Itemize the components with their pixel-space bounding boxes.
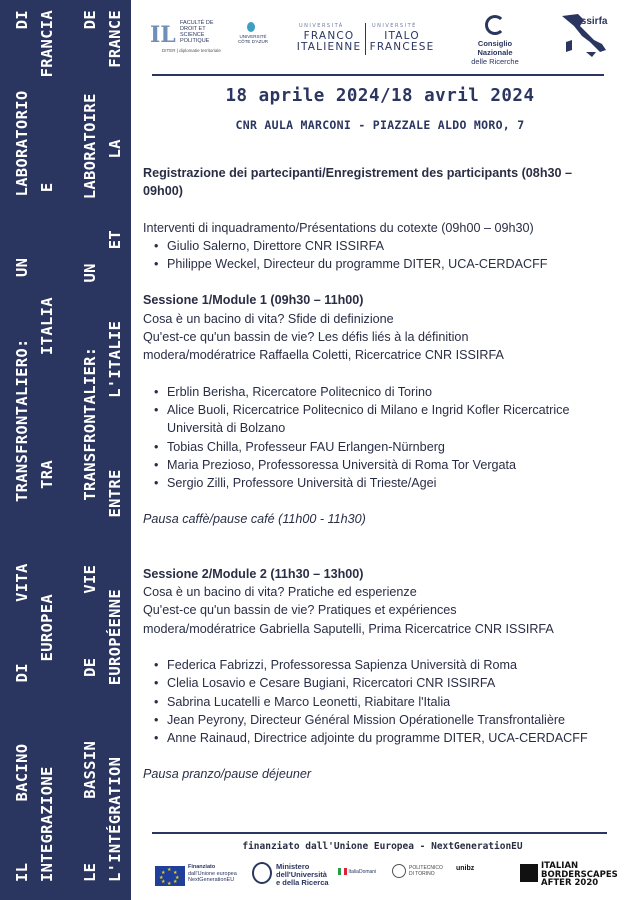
unibz-logo bbox=[456, 866, 516, 894]
mur-line: dell'Università bbox=[276, 870, 327, 879]
diter-caption: DITER | diplomatie territoriale bbox=[162, 48, 221, 53]
eu-flag-icon: ★ ★ ★ ★ ★ ★ ★ ★ bbox=[155, 866, 185, 886]
cnr-line-2: delle Ricerche bbox=[471, 57, 519, 66]
registration: Registrazione dei partecipanti/Enregistrement des participants (08h30 – 09h00) bbox=[143, 166, 573, 199]
footer-rule bbox=[152, 832, 607, 834]
polito-line: DI TORINO bbox=[409, 871, 435, 877]
list-item: • Anne Rainaud, Directrice adjointe du programme DITER, UCA-CERDACFF bbox=[143, 729, 615, 747]
session1-line: Cosa è un bacino di vita? Sfide di definizione bbox=[143, 311, 394, 326]
italia-domani-logo bbox=[338, 868, 386, 896]
univ-divider bbox=[365, 23, 366, 55]
side-title-line-fr-1: LE BASSIN DE VIE TRANSFRONTALIER: UN LABORATOIRE DE bbox=[81, 10, 99, 882]
unibz-text: unibz bbox=[456, 865, 475, 872]
funding-line: finanziato dall'Unione Europea - NextGenerationEU bbox=[242, 841, 523, 852]
univ-franco: FRANCO bbox=[303, 30, 355, 42]
faculty-logo bbox=[150, 18, 242, 54]
program bbox=[143, 164, 615, 784]
list-item: • Tobias Chilla, Professeur FAU Erlangen-Nürnberg bbox=[143, 438, 615, 456]
session2-title: Sessione 2/Module 2 (11h30 – 13h00) bbox=[143, 566, 364, 581]
session2-line: Qu'est-ce qu'un bassin de vie? Pratiques et expériences bbox=[143, 603, 457, 618]
ibaf-line: ITALIAN bbox=[541, 861, 579, 871]
session1-title: Sessione 1/Module 1 (09h30 – 11h00) bbox=[143, 293, 364, 308]
italia-domani-text: ItaliaDomani bbox=[348, 868, 377, 875]
list-item: • Federica Fabrizzi, Professoressa Sapienza Università di Roma bbox=[143, 656, 615, 674]
mur-line: e della Ricerca bbox=[276, 878, 329, 887]
italian-borderscapes-logo bbox=[520, 862, 625, 890]
univ-small-it: UNIVERSITÀ bbox=[299, 23, 344, 29]
cnr-ring-icon bbox=[485, 15, 505, 35]
eu-text-line: NextGenerationEU bbox=[188, 877, 235, 883]
issirfa-name: Issirfa bbox=[578, 16, 608, 27]
faculty-logo-text: FACULTÉ DE DROIT ET SCIENCE POLITIQUE bbox=[180, 20, 214, 44]
borderscapes-mark-icon bbox=[520, 864, 538, 882]
cote-line-1: UNIVERSITÉ bbox=[239, 34, 267, 39]
side-title-line-fr-2: L'INTÉGRATION EUROPÉENNE ENTRE L'ITALIE ET LA FRANCE bbox=[106, 10, 124, 882]
mur-logo bbox=[252, 862, 334, 890]
list-item: • Giulio Salerno, Direttore CNR ISSIRFA bbox=[143, 237, 615, 255]
intro-speakers bbox=[143, 237, 615, 274]
eu-text-line: dall'Unione europea bbox=[188, 870, 237, 877]
ibaf-line: BORDERSCAPES bbox=[541, 869, 618, 880]
polito-line: POLITECNICO bbox=[409, 865, 443, 871]
side-title bbox=[0, 0, 131, 900]
list-item: • Alice Buoli, Ricercatrice Politecnico di Milano e Ingrid Kofler Ricercatrice Università di Bolzano bbox=[143, 401, 615, 438]
list-item: • Clelia Losavio e Cesare Bugiani, Ricercatori CNR ISSIRFA bbox=[143, 674, 615, 692]
cote-line-2: CÔTE D'AZUR bbox=[237, 39, 269, 44]
italy-flag-icon bbox=[338, 868, 347, 875]
universite-cote-dazur-logo bbox=[233, 22, 273, 52]
coffee-break: Pausa caffè/pause café (11h00 - 11h30) bbox=[143, 512, 366, 527]
event-venue: CNR AULA MARCONI - PIAZZALE ALDO MORO, 7 bbox=[235, 118, 525, 132]
list-item: • Jean Peyrony, Directeur Général Mission Opérationelle Transfrontalière bbox=[143, 711, 615, 729]
ibaf-line: AFTER 2020 bbox=[541, 878, 599, 888]
header-rule bbox=[152, 74, 604, 76]
universita-italo-francese-logo bbox=[296, 23, 436, 57]
lunch-break: Pausa pranzo/pause déjeuner bbox=[143, 767, 312, 782]
univ-italienne: ITALIENNE bbox=[296, 41, 362, 53]
faculty-mark: IL bbox=[150, 22, 176, 48]
mur-emblem-icon bbox=[252, 862, 272, 884]
list-item: • Sabrina Lucatelli e Marco Leonetti, Riabitare l'Italia bbox=[143, 693, 615, 711]
intro-title: Interventi di inquadramento/Présentations du cotexte (09h00 – 09h30) bbox=[143, 220, 534, 235]
polito-logo bbox=[392, 862, 448, 890]
mur-line: Ministero bbox=[276, 862, 310, 871]
issirfa-logo bbox=[552, 12, 616, 60]
list-item: • Erblin Berisha, Ricercatore Politecnico di Torino bbox=[143, 383, 615, 401]
side-title-line-it-1: IL BACINO DI VITA TRANSFRONTALIERO: UN LABORATORIO DI bbox=[13, 10, 31, 882]
polito-emblem-icon bbox=[392, 864, 406, 878]
side-title-line-it-2: INTEGRAZIONE EUROPEA TRA ITALIA E FRANCIA bbox=[38, 10, 56, 882]
univ-small-fr: UNIVERSITÉ bbox=[372, 23, 417, 29]
session2-speakers bbox=[143, 656, 615, 747]
side-title-band bbox=[0, 0, 131, 900]
list-item: • Maria Prezioso, Professoressa Università di Roma Tor Vergata bbox=[143, 456, 615, 474]
list-item: • Philippe Weckel, Directeur du programme DITER, UCA-CERDACFF bbox=[143, 255, 615, 273]
univ-italo: ITALO bbox=[384, 30, 420, 42]
cote-dazur-icon bbox=[247, 22, 255, 32]
list-item: • Sergio Zilli, Professore Università di Trieste/Agei bbox=[143, 474, 615, 492]
eu-funding-logo bbox=[188, 864, 250, 892]
session2-line: Cosa è un bacino di vita? Pratiche ed esperienze bbox=[143, 585, 417, 600]
cnr-line-1: Consiglio Nazionale bbox=[477, 39, 513, 57]
event-date: 18 aprile 2024/18 avril 2024 bbox=[225, 86, 535, 106]
session1-speakers bbox=[143, 383, 615, 493]
session2-moderator: modera/modératrice Gabriella Saputelli, Prima Ricercatrice CNR ISSIRFA bbox=[143, 621, 554, 636]
session1-moderator: modera/modératrice Raffaella Coletti, Ricercatrice CNR ISSIRFA bbox=[143, 348, 504, 363]
session1-line: Qu'est-ce qu'un bassin de vie? Les défis liés à la définition bbox=[143, 330, 469, 345]
cnr-logo bbox=[460, 15, 530, 66]
eu-text-line: Finanziato bbox=[188, 864, 216, 870]
univ-francese: FRANCESE bbox=[369, 41, 435, 53]
